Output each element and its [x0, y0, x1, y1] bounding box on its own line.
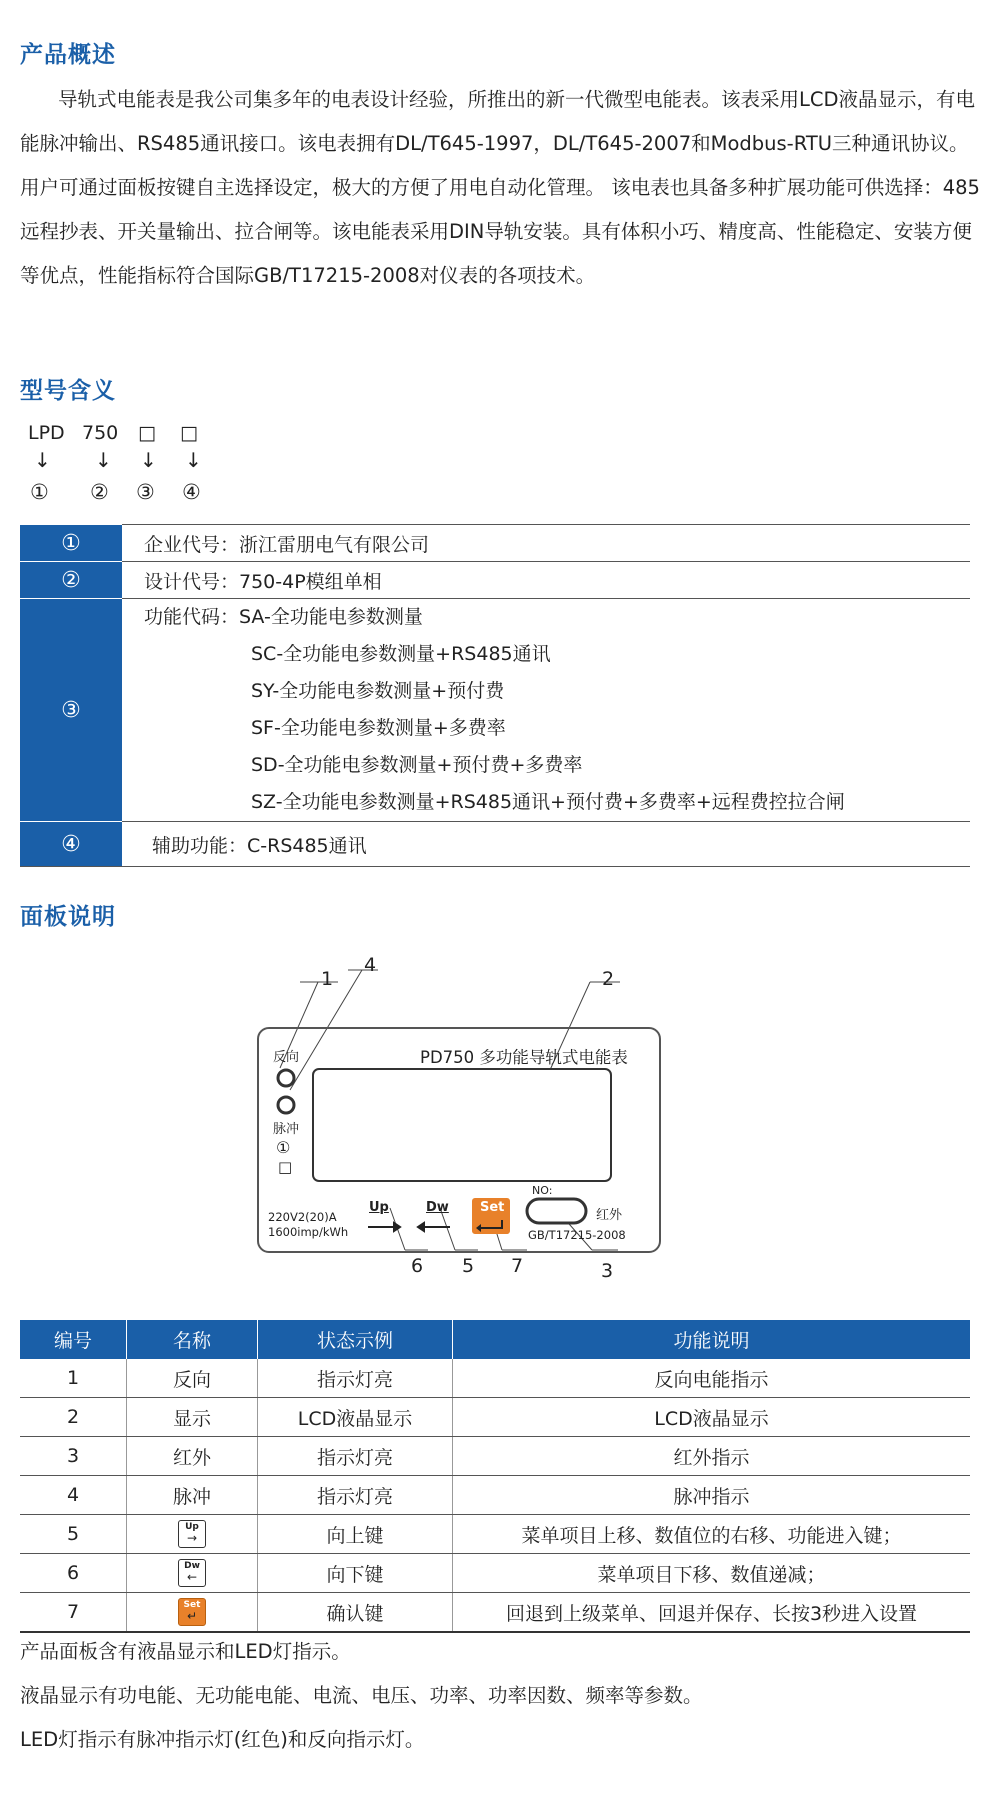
function-code-line: SC-全功能电参数测量+RS485通讯	[251, 643, 551, 665]
panel-function-table	[20, 1320, 970, 1633]
table-row	[20, 1476, 970, 1515]
cell-desc: 菜单项目上移、数值位的右移、功能进入键；	[453, 1515, 971, 1554]
rating-text	[268, 1210, 348, 1240]
arrow-down-icon: ↓	[185, 448, 202, 472]
cell-desc: 脉冲指示	[453, 1476, 971, 1515]
row-number: ④	[20, 822, 122, 867]
callout-6: 6	[411, 1255, 424, 1277]
row-number: ①	[20, 525, 122, 562]
row-text: 辅助功能：C-RS485通讯	[122, 822, 970, 867]
cell-state: LCD液晶显示	[258, 1398, 453, 1437]
footer-line-3: LED灯指示有脉冲指示灯(红色)和反向指示灯。	[20, 1728, 425, 1751]
standard-label: GB/T17215-2008	[528, 1228, 626, 1242]
set-key-icon: Set ↵	[178, 1598, 206, 1626]
reverse-label: 反向	[273, 1050, 300, 1065]
cell-state: 指示灯亮	[258, 1476, 453, 1515]
function-code-line: SZ-全功能电参数测量+RS485通讯+预付费+多费率+远程费控拉合闸	[251, 791, 845, 813]
function-code-line: SA-全功能电参数测量	[239, 606, 423, 628]
constant-value: 1600imp/kWh	[268, 1225, 349, 1239]
table-row	[20, 1359, 970, 1398]
cell-id: 2	[20, 1398, 127, 1437]
header-state: 状态示例	[258, 1320, 453, 1359]
overview-text: 导轨式电能表是我公司集多年的电表设计经验，所推出的新一代微型电能表。该表采用LCD液晶显示，有电能脉冲输出、RS485通讯接口。该电表拥有DL/T645-1997，DL/T645-2007和Modbus-RTU三种通讯协议。用户可通过面板按键自主选择设定，极大的方便了用电自动化管理。 该电表也具备多种扩展功能可供选择：485远程抄表、开关量输出、拉合闸等。该电能表采用DIN导轨安装。具有体积小巧、精度高、性能稳定、安装方便等优点，性能指标符合国际GB/T17215-2008对仪表的各项技术。	[20, 88, 980, 287]
cell-id: 5	[20, 1515, 127, 1554]
function-code-line: SD-全功能电参数测量+预付费+多费率	[251, 754, 583, 776]
model-code-part-2: 750	[82, 422, 119, 444]
cell-name: 红外	[127, 1437, 258, 1476]
cell-name: 反向	[127, 1359, 258, 1398]
cell-state: 指示灯亮	[258, 1437, 453, 1476]
up-key-icon: Up →	[178, 1520, 206, 1548]
cell-key	[127, 1515, 258, 1554]
function-code-line: SF-全功能电参数测量+多费率	[251, 717, 506, 739]
row-number: ③	[20, 599, 122, 822]
pulse-label: 脉冲	[273, 1122, 300, 1137]
model-title: 型号含义	[20, 378, 116, 404]
callout-7: 7	[511, 1255, 524, 1277]
arrow-down-icon: ↓	[95, 448, 112, 472]
up-label: Up	[369, 1200, 389, 1215]
arrow-down-icon: ↓	[140, 448, 157, 472]
cell-id: 7	[20, 1593, 127, 1633]
cell-desc: 红外指示	[453, 1437, 971, 1476]
panel-circle-one: ①	[276, 1138, 291, 1157]
cell-name: 显示	[127, 1398, 258, 1437]
header-desc: 功能说明	[453, 1320, 971, 1359]
table-header-row	[20, 1320, 970, 1359]
table-row	[20, 1398, 970, 1437]
callout-5: 5	[462, 1255, 475, 1277]
table-row	[20, 1593, 970, 1633]
cell-desc: 回退到上级菜单、回退并保存、长按3秒进入设置	[453, 1593, 971, 1633]
set-label: Set	[480, 1200, 505, 1215]
arrow-down-icon: ↓	[34, 448, 51, 472]
cell-id: 4	[20, 1476, 127, 1515]
cell-name: 脉冲	[127, 1476, 258, 1515]
model-code-part-1: LPD	[28, 422, 65, 444]
marker-4: ④	[182, 480, 201, 504]
callout-3: 3	[601, 1260, 614, 1282]
callout-4: 4	[364, 954, 377, 976]
cell-state: 向上键	[258, 1515, 453, 1554]
marker-3: ③	[136, 480, 155, 504]
table-row	[20, 1437, 970, 1476]
cell-desc: 菜单项目下移、数值递减；	[453, 1554, 971, 1593]
cell-key	[127, 1554, 258, 1593]
footer-line-1: 产品面板含有液晶显示和LED灯指示。	[20, 1640, 351, 1663]
header-name: 名称	[127, 1320, 258, 1359]
cell-desc: 反向电能指示	[453, 1359, 971, 1398]
cell-id: 3	[20, 1437, 127, 1476]
table-row	[20, 1515, 970, 1554]
row-text: 企业代号：浙江雷朋电气有限公司	[122, 525, 970, 562]
row-number: ②	[20, 562, 122, 599]
overview-title: 产品概述	[20, 42, 116, 68]
table-row	[20, 1554, 970, 1593]
cell-state: 确认键	[258, 1593, 453, 1633]
model-code-part-4: □	[180, 422, 198, 444]
callout-2: 2	[602, 968, 615, 990]
panel-title: 面板说明	[20, 904, 116, 930]
footer-line-2: 液晶显示有功电能、无功能电能、电流、电压、功率、功率因数、频率等参数。	[20, 1684, 703, 1707]
cell-state: 向下键	[258, 1554, 453, 1593]
row-text: 设计代号：750-4P模组单相	[122, 562, 970, 599]
model-code-part-3: □	[138, 422, 156, 444]
cell-desc: LCD液晶显示	[453, 1398, 971, 1437]
rating-value: 220V2(20)A	[268, 1210, 337, 1224]
cell-state: 指示灯亮	[258, 1359, 453, 1398]
callout-1: 1	[321, 968, 334, 990]
cell-key	[127, 1593, 258, 1633]
panel-square: □	[278, 1158, 293, 1176]
cell-id: 6	[20, 1554, 127, 1593]
device-name: PD750 多功能导轨式电能表	[420, 1048, 628, 1067]
ir-label: 红外	[596, 1208, 623, 1223]
header-id: 编号	[20, 1320, 127, 1359]
dw-label: Dw	[426, 1200, 449, 1215]
function-code-prefix: 功能代码：	[144, 606, 240, 628]
marker-2: ②	[90, 480, 109, 504]
marker-1: ①	[30, 480, 49, 504]
cell-id: 1	[20, 1359, 127, 1398]
no-label: NO:	[532, 1184, 553, 1197]
down-key-icon: Dw ←	[178, 1559, 206, 1587]
function-code-line: SY-全功能电参数测量+预付费	[251, 680, 505, 702]
